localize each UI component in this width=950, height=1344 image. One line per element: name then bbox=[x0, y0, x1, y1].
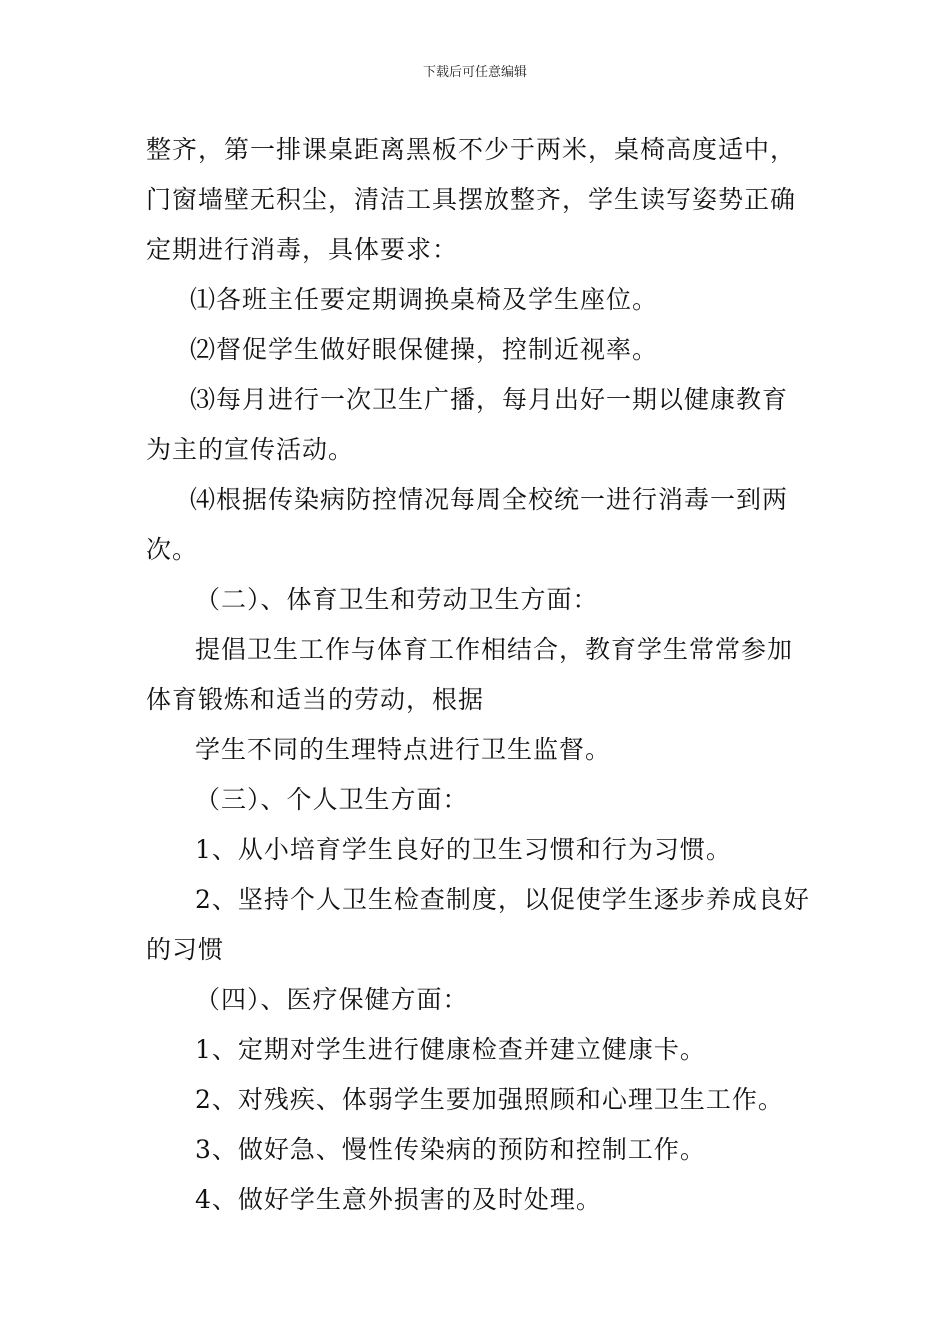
paragraph-line: 门窗墙壁无积尘，清洁工具摆放整齐，学生读写姿势正确 bbox=[146, 185, 797, 214]
paragraph-line: 提倡卫生工作与体育工作相结合，教育学生常常参加 bbox=[195, 635, 794, 664]
paragraph-line: 的习惯 bbox=[146, 935, 225, 964]
list-item: ⑷根据传染病防控情况每周全校统一进行消毒一到两 bbox=[190, 485, 789, 514]
list-item: ⑵督促学生做好眼保健操，控制近视率。 bbox=[190, 335, 659, 364]
paragraph-line: 定期进行消毒，具体要求： bbox=[146, 235, 459, 264]
page-header: 下载后可任意编辑 bbox=[422, 65, 527, 80]
list-item: 2、对残疾、体弱学生要加强照顾和心理卫生工作。 bbox=[195, 1085, 784, 1114]
paragraph-line: 为主的宣传活动。 bbox=[146, 435, 355, 464]
list-item: ⑴各班主任要定期调换桌椅及学生座位。 bbox=[190, 285, 659, 314]
list-item: 2、坚持个人卫生检查制度，以促使学生逐步养成良好 bbox=[195, 885, 810, 914]
list-item: 4、做好学生意外损害的及时处理。 bbox=[195, 1185, 602, 1214]
section-heading: （二）、体育卫生和劳动卫生方面： bbox=[195, 585, 599, 614]
list-item: ⑶每月进行一次卫生广播，每月出好一期以健康教育 bbox=[190, 385, 789, 414]
list-item: 1、定期对学生进行健康检查并建立健康卡。 bbox=[195, 1035, 706, 1064]
list-item: 3、做好急、慢性传染病的预防和控制工作。 bbox=[195, 1135, 706, 1164]
paragraph-line: 学生不同的生理特点进行卫生监督。 bbox=[195, 735, 612, 764]
section-heading: （四）、医疗保健方面： bbox=[195, 985, 469, 1014]
paragraph-line: 整齐，第一排课桌距离黑板不少于两米，桌椅高度适中， bbox=[146, 135, 797, 164]
paragraph-line: 次。 bbox=[146, 535, 199, 564]
list-item: 1、从小培育学生良好的卫生习惯和行为习惯。 bbox=[195, 835, 732, 864]
section-heading: （三）、个人卫生方面： bbox=[195, 785, 469, 814]
paragraph-line: 体育锻炼和适当的劳动，根据 bbox=[146, 685, 485, 714]
